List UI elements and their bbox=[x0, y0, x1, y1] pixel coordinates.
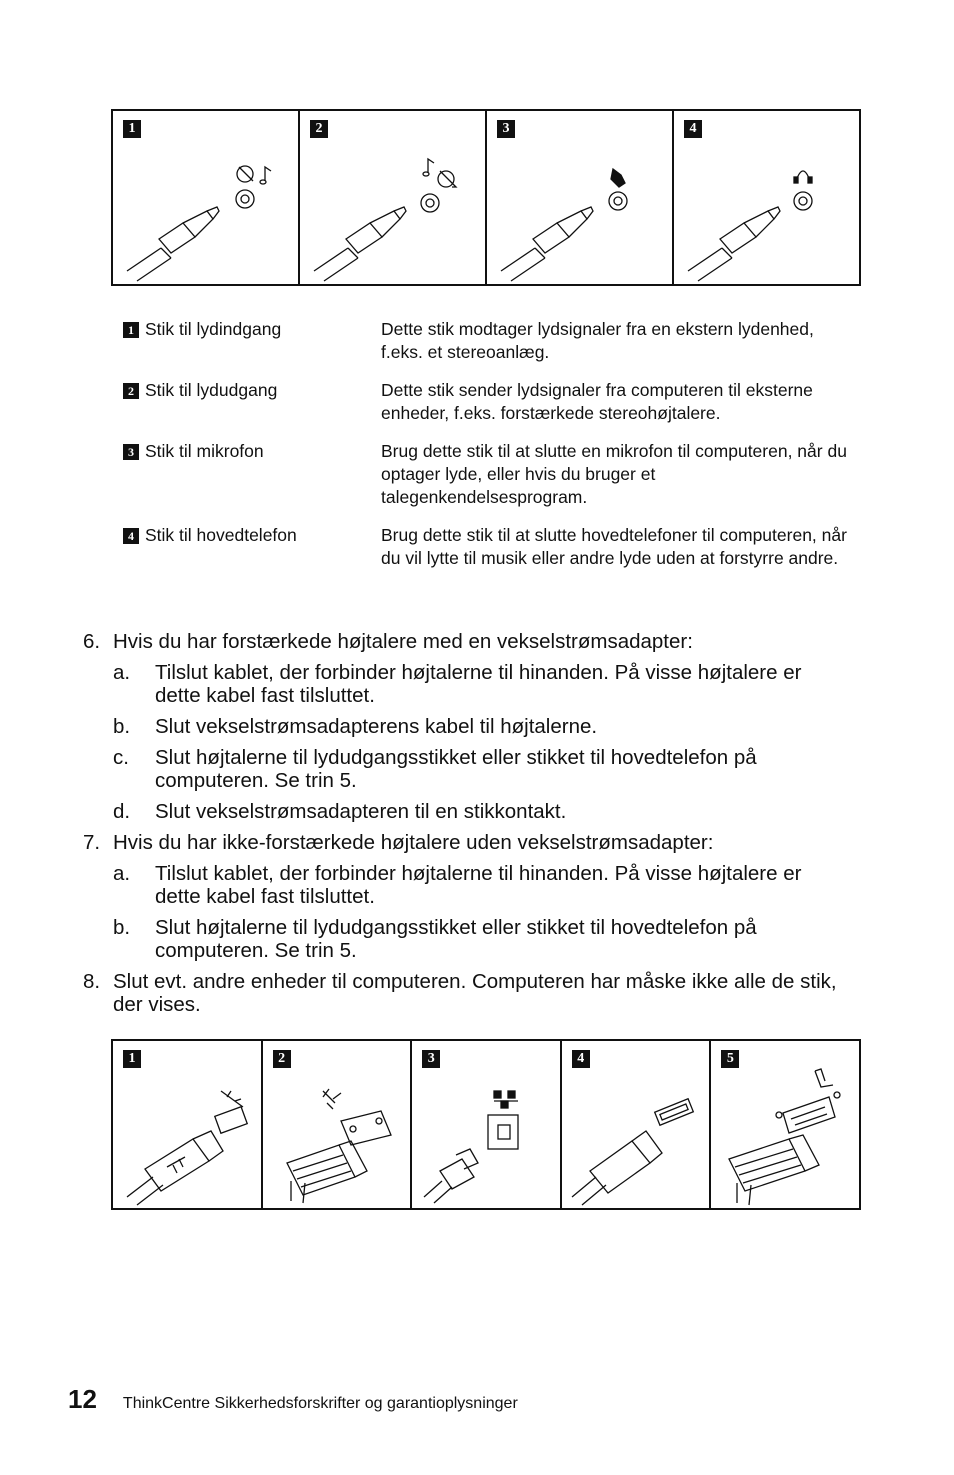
instruction-steps bbox=[83, 630, 843, 1024]
device-figure-panel-5 bbox=[711, 1041, 859, 1208]
substep bbox=[113, 916, 843, 962]
device-figure-panel-3 bbox=[412, 1041, 562, 1208]
step-7 bbox=[83, 831, 843, 962]
audio-figure-panel-4 bbox=[674, 111, 859, 284]
substep bbox=[113, 862, 843, 908]
substep-letter: c. bbox=[113, 746, 129, 769]
headphone-icon bbox=[674, 111, 860, 284]
figure-number-badge: 3 bbox=[422, 1050, 440, 1068]
step-number: 7. bbox=[83, 831, 101, 854]
audio-connectors-figure bbox=[111, 109, 861, 286]
legend-term: Stik til lydudgang bbox=[145, 380, 278, 400]
legend-term: Stik til mikrofon bbox=[145, 441, 264, 461]
figure-number-badge: 1 bbox=[123, 120, 141, 138]
substep bbox=[113, 746, 843, 792]
page-number: 12 bbox=[68, 1384, 97, 1414]
legend-number-badge: 3 bbox=[123, 444, 139, 460]
legend-row bbox=[123, 440, 853, 509]
audio-figure-panel-2 bbox=[300, 111, 487, 284]
substep-letter: d. bbox=[113, 800, 131, 823]
step-6 bbox=[83, 630, 843, 823]
legend-description: Brug dette stik til at slutte hovedtelefoner til computeren, når du vil lytte til musik eller andre lyde uden at forstyrre andre. bbox=[381, 525, 847, 568]
substep bbox=[113, 715, 843, 738]
audio-figure-panel-3 bbox=[487, 111, 674, 284]
audio-line-out-icon bbox=[300, 111, 486, 284]
parallel-port-icon bbox=[711, 1041, 859, 1208]
substep bbox=[113, 661, 843, 707]
document-title: ThinkCentre Sikkerhedsforskrifter og garantioplysninger bbox=[122, 1395, 518, 1412]
device-figure-panel-4 bbox=[562, 1041, 712, 1208]
figure-number-badge: 1 bbox=[123, 1050, 141, 1068]
audio-figure-panel-1 bbox=[113, 111, 300, 284]
connector-legend bbox=[123, 318, 853, 585]
legend-row bbox=[123, 379, 853, 425]
device-figure-panel-1 bbox=[113, 1041, 263, 1208]
figure-number-badge: 3 bbox=[497, 120, 515, 138]
legend-number-badge: 1 bbox=[123, 322, 139, 338]
step-number: 6. bbox=[83, 630, 101, 653]
legend-term: Stik til lydindgang bbox=[145, 319, 282, 339]
legend-description: Dette stik modtager lydsignaler fra en ekstern lydenhed, f.eks. et stereoanlæg. bbox=[381, 319, 814, 362]
step-text: Hvis du har ikke-forstærkede højtalere uden vekselstrømsadapter: bbox=[113, 831, 714, 854]
substep-text: Slut højtalerne til lydudgangsstikket eller stikket til hovedtelefon på computeren. Se trin 5. bbox=[155, 916, 757, 962]
legend-number-badge: 2 bbox=[123, 383, 139, 399]
legend-term: Stik til hovedtelefon bbox=[145, 525, 297, 545]
substep-letter: a. bbox=[113, 862, 131, 885]
page-footer bbox=[68, 1384, 518, 1415]
audio-line-in-icon bbox=[113, 111, 299, 284]
figure-number-badge: 4 bbox=[572, 1050, 590, 1068]
usb-icon bbox=[113, 1041, 261, 1208]
legend-description: Brug dette stik til at slutte en mikrofon til computeren, når du optager lyde, eller hvis du bruger et talegenkendelsesprogram. bbox=[381, 441, 847, 507]
substep-letter: b. bbox=[113, 916, 131, 939]
substep-text: Slut vekselstrømsadapterens kabel til højtalerne. bbox=[155, 715, 598, 738]
legend-row bbox=[123, 318, 853, 364]
figure-number-badge: 4 bbox=[684, 120, 702, 138]
legend-description: Dette stik sender lydsignaler fra computeren til eksterne enheder, f.eks. forstærkede stereohøjtalere. bbox=[381, 380, 813, 423]
legend-number-badge: 4 bbox=[123, 528, 139, 544]
legend-row bbox=[123, 524, 853, 570]
substep-text: Tilslut kablet, der forbinder højtalerne til hinanden. På visse højtalere er dette kabel fast tilsluttet. bbox=[155, 862, 802, 908]
device-connectors-figure bbox=[111, 1039, 861, 1210]
step-8 bbox=[83, 970, 843, 1016]
figure-number-badge: 2 bbox=[310, 120, 328, 138]
step-text: Slut evt. andre enheder til computeren. Computeren har måske ikke alle de stik, der vises. bbox=[113, 970, 837, 1016]
figure-number-badge: 5 bbox=[721, 1050, 739, 1068]
ethernet-icon bbox=[412, 1041, 560, 1208]
serial-port-icon bbox=[263, 1041, 411, 1208]
substep-text: Tilslut kablet, der forbinder højtalerne til hinanden. På visse højtalere er dette kabel fast tilsluttet. bbox=[155, 661, 802, 707]
substep bbox=[113, 800, 843, 823]
step-text: Hvis du har forstærkede højtalere med en vekselstrømsadapter: bbox=[113, 630, 693, 653]
substep-text: Slut højtalerne til lydudgangsstikket eller stikket til hovedtelefon på computeren. Se trin 5. bbox=[155, 746, 757, 792]
figure-number-badge: 2 bbox=[273, 1050, 291, 1068]
substep-text: Slut vekselstrømsadapteren til en stikkontakt. bbox=[155, 800, 567, 823]
displayport-icon bbox=[562, 1041, 710, 1208]
microphone-icon bbox=[487, 111, 673, 284]
substep-letter: b. bbox=[113, 715, 131, 738]
device-figure-panel-2 bbox=[263, 1041, 413, 1208]
substep-letter: a. bbox=[113, 661, 131, 684]
step-number: 8. bbox=[83, 970, 101, 993]
